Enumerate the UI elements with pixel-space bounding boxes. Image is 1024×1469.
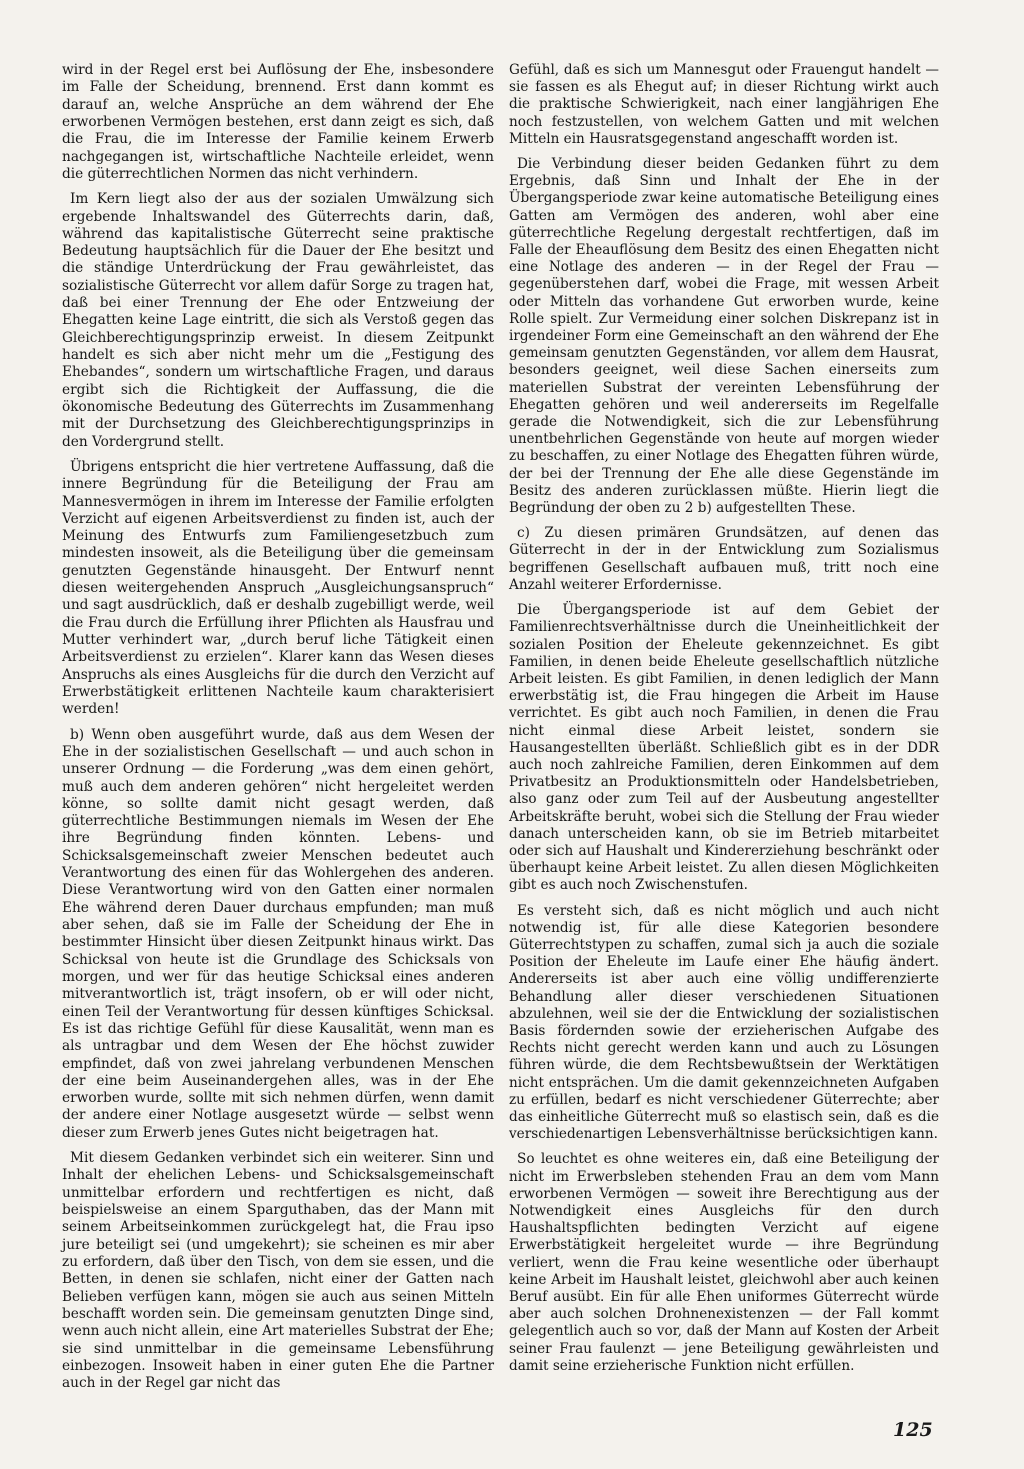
- right-text-column: [509, 62, 939, 1383]
- paragraph: Die Verbindung dieser beiden Gedanken führt zu dem Ergebnis, daß Sinn und Inhalt der Ehe in der Übergangsperiode zwar keine automatische Beteiligung eines Gatten am Vermögen des anderen, wohl aber eine güterrechtliche Regelung dergestalt rechtfertigen, daß im Falle der Eheauflösung dem Besitz des einen Ehegatten nicht eine Notlage des anderen — in der Regel der Frau — gegenüberstehen darf, wobei die Frage, mit wessen Arbeit oder Mitteln das vorhandene Gut erworben wurde, keine Rolle spielt. Zur Vermeidung einer solchen Diskrepanz ist in irgendeiner Form eine Gemeinschaft an den während der Ehe gemeinsam genutzten Gegenständen, vor allem dem Hausrat, besonders geeignet, weil diese Sachen einerseits zum materiellen Substrat der vereinten Lebensführung der Ehegatten gehören und weil andererseits im Regelfalle gerade die Notwendigkeit, sich die zur Lebensführung unentbehrlichen Gegenstände von heute auf morgen wieder zu beschaffen, zu einer Notlage des Ehegatten führen würde, der bei der Trennung der Ehe alle diese Gegenstände im Besitz des anderen zurücklassen müßte. Hierin liegt die Begründung der oben zu 2 b) aufgestellten These.: [509, 156, 939, 517]
- paragraph: Gefühl, daß es sich um Mannesgut oder Frauengut handelt — sie fassen es als Ehegut auf; in dieser Richtung wirkt auch die praktische Schwierigkeit, nach einer langjährigen Ehe noch festzustellen, von welchem Gatten und mit welchen Mitteln ein Hausratsgegenstand angeschafft worden ist.: [509, 62, 939, 147]
- paragraph: Die Übergangsperiode ist auf dem Gebiet der Familienrechtsverhältnisse durch die Uneinheitlichkeit der sozialen Position der Eheleute gekennzeichnet. Es gibt Familien, in denen beide Eheleute gesellschaftlich nützliche Arbeit leisten. Es gibt Familien, in denen lediglich der Mann erwerbstätig ist, die Frau hingegen die Arbeit im Hause verrichtet. Es gibt auch noch Familien, in denen die Frau nicht einmal diese Arbeit leistet, sondern sie Hausangestellten überläßt. Schließlich gibt es in der DDR auch noch zahlreiche Familien, deren Einkommen auf dem Privatbesitz an Produktionsmitteln oder Handelsbetrieben, also ganz oder zum Teil auf der Ausbeutung angestellter Arbeitskräfte beruht, wobei sich die Stellung der Frau wieder danach unterscheiden kann, ob sie im Betrieb mitarbeitet oder sich auf Haushalt und Kindererziehung beschränkt oder überhaupt keine Arbeit leistet. Zu allen diesen Möglichkeiten gibt es auch noch Zwischenstufen.: [509, 602, 939, 894]
- paragraph: Übrigens entspricht die hier vertretene Auffassung, daß die innere Begründung für die Beteiligung der Frau am Mannesvermögen in ihrem im Interesse der Familie erfolgten Verzicht auf eigenen Arbeitsverdienst zu finden ist, auch der Meinung des Entwurfs zum Familiengesetzbuch zum mindesten insoweit, als die Beteiligung über die gemeinsam genutzten Gegenstände hinausgeht. Der Entwurf nennt diesen weitergehenden Anspruch „Ausgleichungsanspruch“ und sagt ausdrücklich, daß er deshalb zugebilligt werde, weil die Frau durch die Erfüllung ihrer Pflichten als Hausfrau und Mutter verhindert war, „durch beruf liche Tätigkeit einen Arbeitsverdienst zu erzielen“. Klarer kann das Wesen dieses Anspruchs als eines Ausgleichs für die durch den Verzicht auf Erwerbstätigkeit erlittenen Nachteile kaum charakterisiert werden!: [62, 458, 494, 718]
- paragraph: c) Zu diesen primären Grundsätzen, auf denen das Güterrecht in der in der Entwicklung zum Sozialismus begriffenen Gesellschaft aufbauen muß, tritt noch eine Anzahl weiterer Erfordernisse.: [509, 525, 939, 593]
- paragraph: So leuchtet es ohne weiteres ein, daß eine Beteiligung der nicht im Erwerbsleben stehenden Frau an dem vom Mann erworbenen Vermögen — soweit ihre Berechtigung aus der Notwendigkeit eines Ausgleichs für den durch Haushaltspflichten bedingten Verzicht auf eigene Erwerbstätigkeit hergeleitet wurde — ihre Begründung verliert, wenn die Frau keine wesentliche oder überhaupt keine Arbeit im Haushalt leistet, gleichwohl aber auch keinen Beruf ausübt. Ein für alle Ehen uniformes Güterrecht würde aber auch solchen Drohnenexistenzen — der Fall kommt gelegentlich auch so vor, daß der Mann auf Kosten der Arbeit seiner Frau faulenzt — jene Beteiligung gewährleisten und damit seine erzieherische Funktion nicht erfüllen.: [509, 1151, 939, 1374]
- left-text-column: [62, 62, 494, 1400]
- paragraph: Es versteht sich, daß es nicht möglich und auch nicht notwendig ist, für alle diese Kategorien besondere Güterrechtstypen zu schaffen, zumal sich ja auch die soziale Position der Eheleute im Laufe einer Ehe häufig ändert. Andererseits ist aber auch eine völlig undifferenzierte Behandlung aller dieser verschiedenen Situationen abzulehnen, weil sie der die Entwicklung der sozialistischen Basis fördernden sowie der erzieherischen Aufgabe des Rechts nicht gerecht werden kann und auch zu Lösungen führen würde, die dem Rechtsbewußtsein der Werktätigen nicht entsprächen. Um die damit gekennzeichneten Aufgaben zu erfüllen, bedarf es nicht verschiedener Güterrechte; aber das einheitliche Güterrecht muß so elastisch sein, daß es die verschiedenartigen Lebensverhältnisse berücksichtigen kann.: [509, 902, 939, 1143]
- paragraph: b) Wenn oben ausgeführt wurde, daß aus dem Wesen der Ehe in der sozialistischen Gesellschaft — und auch schon in unserer Ordnung — die Forderung „was dem einen gehört, muß auch dem anderen gehören“ nicht hergeleitet werden könne, so sollte damit nicht gesagt werden, daß güterrechtliche Bestimmungen niemals im Wesen der Ehe ihre Begründung finden könnten. Lebens- und Schicksalsgemeinschaft zweier Menschen bedeutet auch Verantwortung des einen für das Wohlergehen des anderen. Diese Verantwortung wird von den Gatten einer normalen Ehe während deren Dauer durchaus empfunden; man muß aber sehen, daß sie im Falle der Scheidung der Ehe in bestimmter Hinsicht über diesen Zeitpunkt hinaus wirkt. Das Schicksal von heute ist die Grundlage des Schicksals von morgen, und wer für das heutige Schicksal eines anderen mitverantwortlich ist, trägt insofern, ob er will oder nicht, einen Teil der Verantwortung für dessen künftiges Schicksal. Es ist das richtige Gefühl für diese Kausalität, wenn man es als untragbar und dem Wesen der Ehe höchst zuwider empfindet, daß von zwei jahrelang verbundenen Menschen der eine beim Auseinandergehen alles, was in der Ehe erworben wurde, sollte mit sich nehmen dürfen, wenn damit der andere einer Notlage ausgesetzt würde — selbst wenn dieser zum Erwerb jenes Gutes nicht beigetragen hat.: [62, 726, 494, 1141]
- paragraph: Im Kern liegt also der aus der sozialen Umwälzung sich ergebende Inhaltswandel des Güterrechts darin, daß, während das kapitalistische Güterrecht seine praktische Bedeutung hauptsächlich für die Dauer der Ehe besitzt und die ständige Unterdrückung der Frau gewährleistet, das sozialistische Güterrecht vor allem dafür Sorge zu tragen hat, daß bei einer Trennung der Ehe oder Entzweiung der Ehegatten keine Lage eintritt, die sich als Verstoß gegen das Gleichberechtigungsprinzip erweist. In diesem Zeitpunkt handelt es sich aber nicht mehr um die „Festigung des Ehebandes“, sondern um wirtschaftliche Fragen, und daraus ergibt sich die Richtigkeit der Auffassung, die die ökonomische Bedeutung des Güterrechts im Zusammenhang mit der Durchsetzung des Gleichberechtigungsprinzips in den Vordergrund stellt.: [62, 191, 494, 450]
- page-number: 125: [893, 1419, 933, 1441]
- paragraph: wird in der Regel erst bei Auflösung der Ehe, insbesondere im Falle der Scheidung, brennend. Erst dann kommt es darauf an, welche Ansprüche an dem während der Ehe erworbenen Vermögen bestehen, erst dann zeigt es sich, daß die Frau, die im Interesse der Familie keinem Erwerb nachgegangen ist, wirtschaftliche Nachteile erleidet, wenn die güterrechtlichen Normen das nicht verhindern.: [62, 62, 494, 182]
- paragraph: Mit diesem Gedanken verbindet sich ein weiterer. Sinn und Inhalt der ehelichen Lebens- und Schicksalsgemeinschaft unmittelbar erfordern und rechtfertigen es nicht, daß beispielsweise an einem Sparguthaben, das der Mann mit seinem Arbeitseinkommen zurückgelegt hat, die Frau ipso jure beteiligt sei (und umgekehrt); sie scheinen es mir aber zu erfordern, daß über den Tisch, von dem sie essen, und die Betten, in denen sie schlafen, nicht einer der Gatten nach Belieben verfügen kann, mögen sie auch aus seinen Mitteln beschafft worden sein. Die gemeinsam genutzten Dinge sind, wenn auch nicht allein, eine Art materielles Substrat der Ehe; sie sind unmittelbar in die gemeinsame Lebensführung einbezogen. Insoweit haben in einer guten Ehe die Partner auch in der Regel gar nicht das: [62, 1150, 494, 1392]
